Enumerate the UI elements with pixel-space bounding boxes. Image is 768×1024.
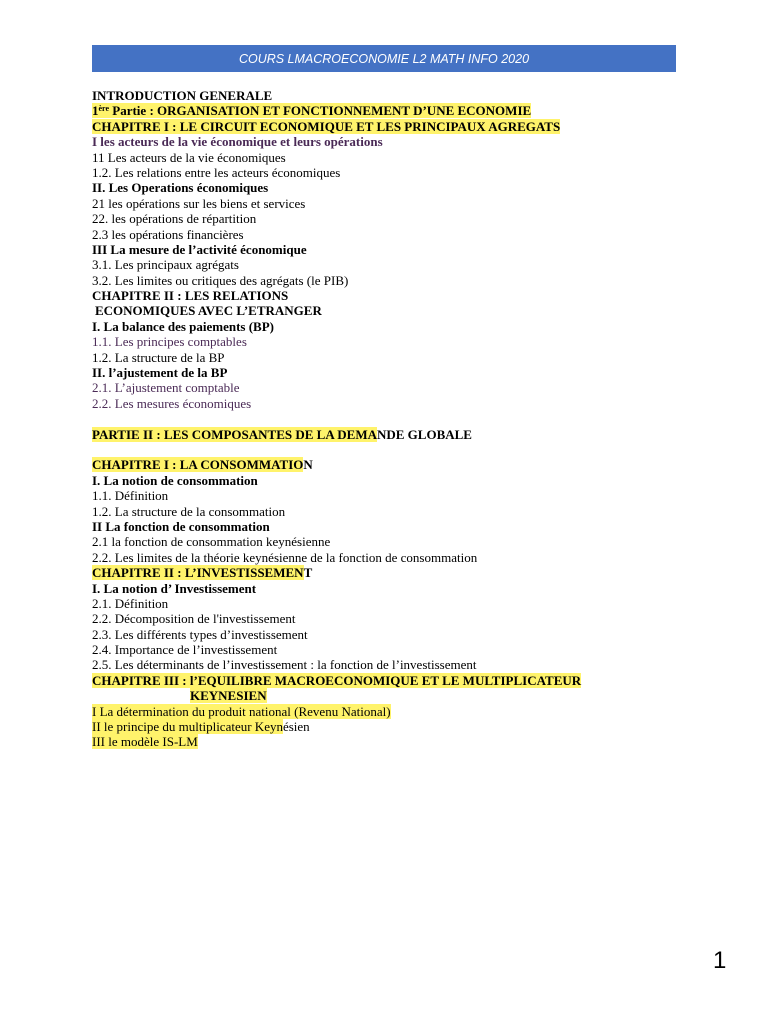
subsection-item: 1.1. Définition bbox=[92, 488, 169, 504]
intro-heading: INTRODUCTION GENERALE bbox=[92, 88, 273, 103]
chapter-investment-rest: T bbox=[303, 565, 313, 581]
subsection-item: 2.5. Les déterminants de l’investissement : la fonction de l’investissement bbox=[92, 657, 477, 673]
subsection-item: 11 Les acteurs de la vie économiques bbox=[92, 149, 286, 165]
section-heading: I les acteurs de la vie économique et leurs opérations bbox=[92, 134, 383, 150]
section-item bbox=[92, 734, 692, 749]
subsection-item: 1.1. Les principes comptables bbox=[92, 334, 247, 350]
part-1-superscript: ère bbox=[98, 104, 110, 114]
subsection-item: 21 les opérations sur les biens et services bbox=[92, 195, 306, 211]
chapter-equilibrium-heading-line-2 bbox=[92, 688, 692, 703]
page-number: 1 bbox=[713, 947, 727, 974]
section-item-highlight: III le modèle IS-LM bbox=[92, 734, 198, 750]
part-2-rest: NDE GLOBALE bbox=[376, 426, 472, 442]
chapter-1-title: CHAPITRE I : LE CIRCUIT ECONOMIQUE ET LES PRINCIPAUX AGREGATS bbox=[92, 118, 561, 134]
part-1-heading bbox=[92, 103, 692, 118]
chapter-equilibrium-title-1: CHAPITRE III : l’EQUILIBRE MACROECONOMIQUE ET LE MULTIPLICATEUR bbox=[92, 672, 582, 688]
table-of-contents bbox=[92, 88, 692, 750]
section-heading: III La mesure de l’activité économique bbox=[92, 241, 307, 257]
section-item bbox=[92, 704, 692, 719]
chapter-equilibrium-heading-line-1 bbox=[92, 673, 692, 688]
chapter-equilibrium-title-2: KEYNESIEN bbox=[190, 688, 267, 704]
section-heading: II. Les Operations économiques bbox=[92, 180, 269, 196]
section-heading: I. La balance des paiements (BP) bbox=[92, 318, 274, 334]
chapter-2-heading-line-1: CHAPITRE II : LES RELATIONS bbox=[92, 288, 289, 304]
section-heading: I. La notion de consommation bbox=[92, 472, 258, 488]
section-item-highlight: II le principe du multiplicateur Keyn bbox=[92, 719, 283, 735]
subsection-item: 3.1. Les principaux agrégats bbox=[92, 257, 239, 273]
spacer bbox=[92, 411, 692, 426]
subsection-item: 2.1 la fonction de consommation keynésienne bbox=[92, 534, 331, 550]
subsection-item: 1.2. La structure de la BP bbox=[92, 349, 225, 365]
part-1-number: 1 bbox=[92, 103, 99, 119]
subsection-item: 22. les opérations de répartition bbox=[92, 211, 257, 227]
section-heading: II La fonction de consommation bbox=[92, 518, 270, 534]
chapter-consumption-rest: N bbox=[303, 457, 313, 473]
chapter-consumption-highlight: CHAPITRE I : LA CONSOMMATIO bbox=[92, 457, 304, 473]
part-2-heading bbox=[92, 427, 692, 442]
section-heading: I. La notion d’ Investissement bbox=[92, 580, 257, 596]
document-header-bar bbox=[92, 45, 676, 72]
subsection-item: 2.2. Les limites de la théorie keynésienne de la fonction de consommation bbox=[92, 549, 478, 565]
chapter-consumption-heading bbox=[92, 457, 692, 472]
spacer bbox=[92, 442, 692, 457]
subsection-item: 2.1. L’ajustement comptable bbox=[92, 380, 240, 396]
subsection-item: 2.1. Définition bbox=[92, 595, 169, 611]
chapter-investment-highlight: CHAPITRE II : L’INVESTISSEMEN bbox=[92, 565, 304, 581]
section-heading: II. l’ajustement de la BP bbox=[92, 365, 228, 381]
subsection-item: 2.3. Les différents types d’investissement bbox=[92, 626, 308, 642]
subsection-item: 2.2. Décomposition de l'investissement bbox=[92, 611, 296, 627]
subsection-item: 2.2. Les mesures économiques bbox=[92, 395, 252, 411]
chapter-1-heading bbox=[92, 119, 692, 134]
part-2-highlight: PARTIE II : LES COMPOSANTES DE LA DEMA bbox=[92, 426, 377, 442]
section-item-highlight: I La détermination du produit national (Revenu National) bbox=[92, 703, 391, 719]
chapter-investment-heading bbox=[92, 565, 692, 580]
part-1-label: Partie : ORGANISATION ET FONCTIONNEMENT D’UNE ECONOMIE bbox=[109, 103, 532, 119]
section-item-rest: ésien bbox=[282, 719, 310, 735]
subsection-item: 1.2. Les relations entre les acteurs économiques bbox=[92, 164, 341, 180]
subsection-item: 2.3 les opérations financières bbox=[92, 226, 244, 242]
subsection-item: 2.4. Importance de l’investissement bbox=[92, 642, 278, 658]
chapter-2-heading-line-2: ECONOMIQUES AVEC L’ETRANGER bbox=[95, 303, 322, 319]
document-header-title: COURS LMACROECONOMIE L2 MATH INFO 2020 bbox=[238, 51, 530, 66]
subsection-item: 1.2. La structure de la consommation bbox=[92, 503, 286, 519]
section-item bbox=[92, 719, 692, 734]
subsection-item: 3.2. Les limites ou critiques des agrégats (le PIB) bbox=[92, 272, 349, 288]
